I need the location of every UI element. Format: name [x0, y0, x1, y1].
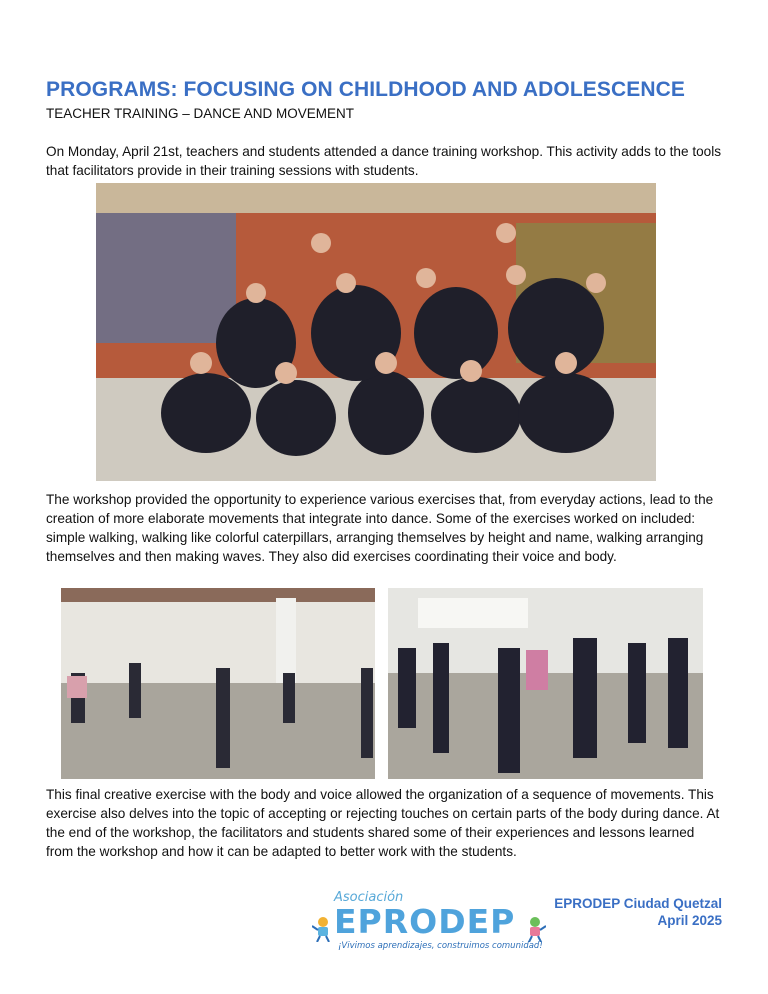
section-subtitle: TEACHER TRAINING – DANCE AND MOVEMENT	[46, 106, 355, 121]
eprodep-logo	[312, 888, 548, 956]
closing-paragraph: This final creative exercise with the body and voice allowed the organization of a sequence of movements. This exercise also delves into the topic of accepting or rejecting touches on certain parts of the body during dance. At the end of the workshop, the facilitators and students shared some of their experiences and lessons learned from the workshop and how it can be adapted to better work with the students.	[46, 787, 720, 859]
exercise-photo-left	[61, 588, 375, 779]
signature-organization: EPRODEP Ciudad Quetzal	[554, 896, 722, 911]
logo-tagline: ¡Vivimos aprendizajes, construimos comunidad!	[338, 941, 543, 951]
logo-association-text: Asociación	[334, 890, 404, 905]
intro-paragraph: On Monday, April 21st, teachers and students attended a dance training workshop. This activity adds to the tools that facilitators provide in their training sessions with students.	[46, 144, 722, 178]
page-title: PROGRAMS: FOCUSING ON CHILDHOOD AND ADOLESCENCE	[46, 78, 685, 101]
exercise-photo-right	[388, 588, 703, 779]
child-figure-icon	[312, 916, 334, 942]
logo-name-text: EPRODEP	[334, 902, 516, 941]
group-photo	[96, 183, 656, 481]
signature-block	[554, 895, 722, 929]
child-figure-icon	[524, 916, 546, 942]
exercises-paragraph: The workshop provided the opportunity to experience various exercises that, from everyday actions, lead to the creation of more elaborate movements that integrate into dance. Some of the exercises worked on included: simple walking, walking like colorful caterpillars, arranging themselves by height and name, walking arranging themselves and then making waves. They also did exercises coordinating their voice and body.	[46, 492, 714, 564]
signature-date: April 2025	[657, 913, 722, 928]
